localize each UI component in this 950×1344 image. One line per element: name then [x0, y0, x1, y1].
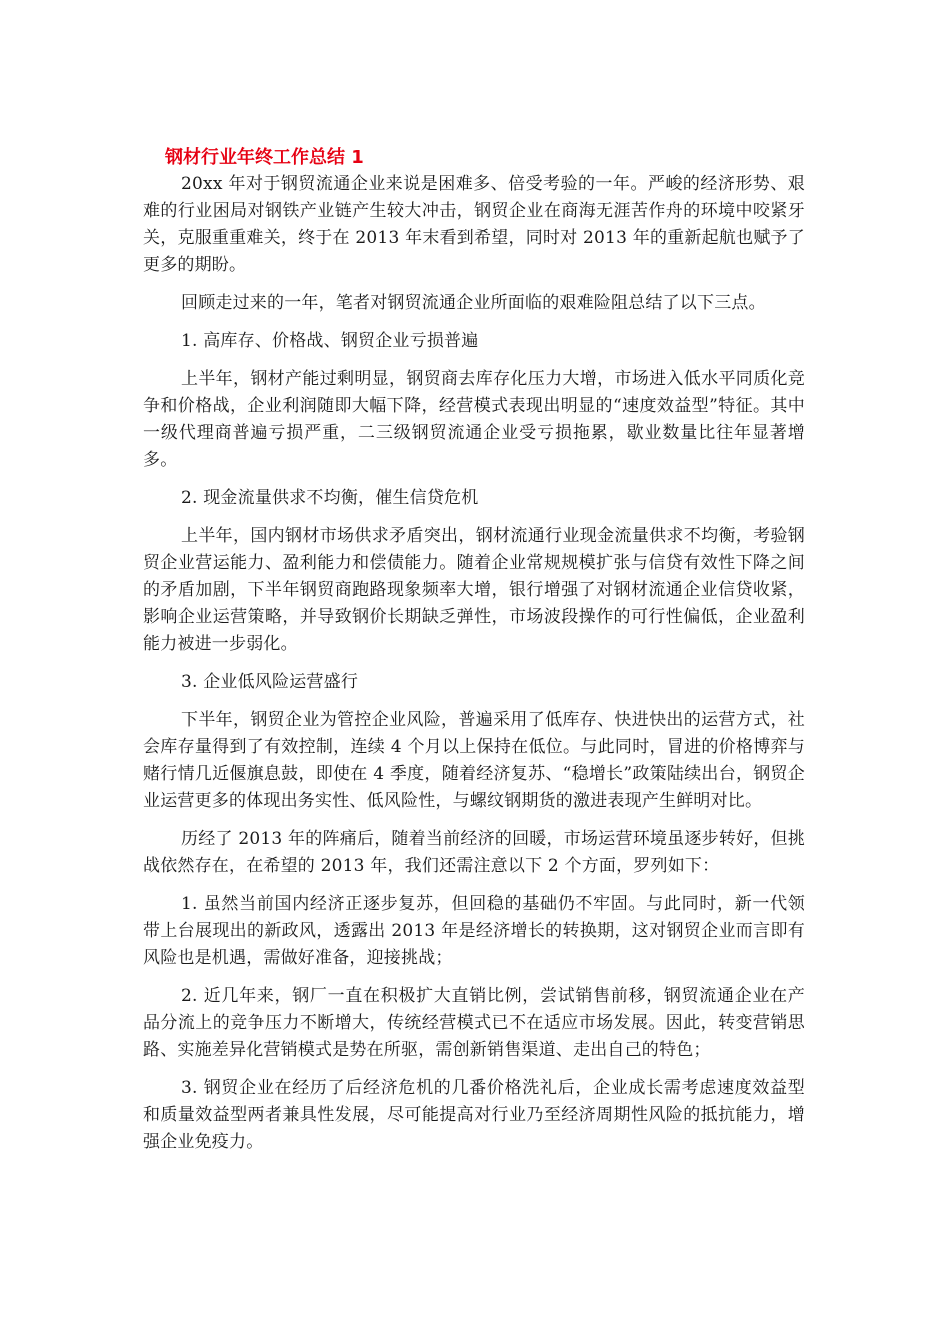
- document-body: [143, 144, 805, 1167]
- heading-point-3: 3. 企业低风险运营盛行: [181, 672, 359, 692]
- document-title: 钢材行业年终工作总结 1: [165, 147, 364, 168]
- paragraph-review: 回顾走过来的一年，笔者对钢贸流通企业所面临的艰难险阻总结了以下三点。: [181, 293, 766, 313]
- paragraph-outlook-1: 1. 虽然当前国内经济正逐步复苏，但回稳的基础仍不牢固。与此同时，新一代领带上台展现出的新政风，透露出 2013 年是经济增长的转换期，这对钢贸企业而言即有风险也是机遇，需做好准备，迎接挑战；: [143, 894, 805, 968]
- paragraph-point-1: 上半年，钢材产能过剩明显，钢贸商去库存化压力大增，市场进入低水平同质化竞争和价格战，企业利润随即大幅下降，经营模式表现出明显的“速度效益型”特征。其中一级代理商普遍亏损严重，二三级钢贸流通企业受亏损拖累，歇业数量比往年显著增多。: [143, 369, 805, 470]
- heading-point-1: 1. 高库存、价格战、钢贸企业亏损普遍: [181, 331, 479, 351]
- paragraph-point-2: 上半年，国内钢材市场供求矛盾突出，钢材流通行业现金流量供求不均衡，考验钢贸企业营运能力、盈利能力和偿债能力。随着企业常规规模扩张与信贷有效性下降之间的矛盾加剧，下半年钢贸商跑路现象频率大增，银行增强了对钢材流通企业信贷收紧，影响企业运营策略，并导致钢价长期缺乏弹性，市场波段操作的可行性偏低，企业盈利能力被进一步弱化。: [143, 526, 805, 654]
- paragraph-outlook: 历经了 2013 年的阵痛后，随着当前经济的回暖，市场运营环境虽逐步转好，但挑战依然存在，在希望的 2013 年，我们还需注意以下 2 个方面，罗列如下：: [143, 829, 805, 876]
- paragraph-point-3: 下半年，钢贸企业为管控企业风险，普遍采用了低库存、快进快出的运营方式，社会库存量得到了有效控制，连续 4 个月以上保持在低位。与此同时，冒进的价格博弈与赌行情几近偃旗息鼓，即使在 4 季度，随着经济复苏、“稳增长”政策陆续出台，钢贸企业运营更多的体现出务实性、低风险性，与螺纹钢期货的激进表现产生鲜明对比。: [143, 710, 805, 811]
- paragraph-outlook-3: 3. 钢贸企业在经历了后经济危机的几番价格洗礼后，企业成长需考虑速度效益型和质量效益型两者兼具性发展，尽可能提高对行业乃至经济周期性风险的抵抗能力，增强企业免疫力。: [143, 1078, 805, 1152]
- heading-point-2: 2. 现金流量供求不均衡，催生信贷危机: [181, 488, 479, 508]
- paragraph-outlook-2: 2. 近几年来，钢厂一直在积极扩大直销比例，尝试销售前移，钢贸流通企业在产品分流上的竞争压力不断增大，传统经营模式已不在适应市场发展。因此，转变营销思路、实施差异化营销模式是势在所驱，需创新销售渠道、走出自己的特色；: [143, 986, 805, 1060]
- paragraph-intro: 20xx 年对于钢贸流通企业来说是困难多、倍受考验的一年。严峻的经济形势、艰难的行业困局对钢铁产业链产生较大冲击，钢贸企业在商海无涯苦作舟的环境中咬紧牙关，克服重重难关，终于在 2013 年末看到希望，同时对 2013 年的重新起航也赋予了更多的期盼。: [143, 174, 805, 275]
